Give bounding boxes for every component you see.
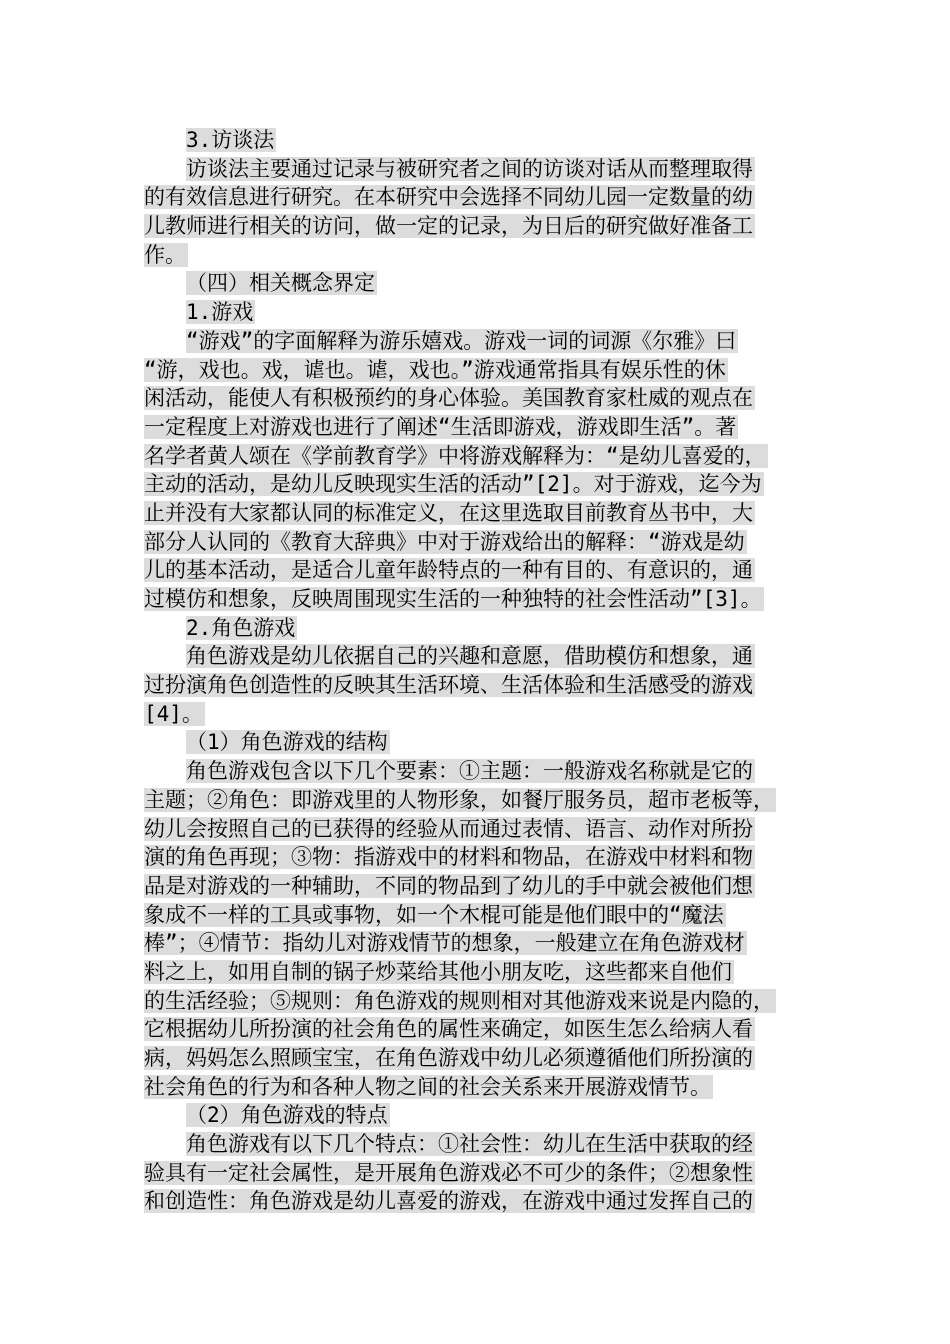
text-line-content: 幼儿会按照自己的已获得的经验从而通过表情、语言、动作对所扮 [144,816,753,841]
text-line-content: 和创造性：角色游戏是幼儿喜爱的游戏，在游戏中通过发挥自己的 [144,1189,753,1214]
text-line-content: （2）角色游戏的特点 [186,1103,388,1128]
text-line [144,1101,812,1130]
text-line [144,700,812,729]
text-line [144,1187,812,1216]
text-line-content: 儿的基本活动，是适合儿童年龄特点的一种有目的、有意识的，通 [144,558,753,583]
text-line-content: 料之上，如用自制的锅子炒菜给其他小朋友吃，这些都来自他们 [144,959,732,984]
text-line-content: [4]。 [144,701,203,726]
text-line-content: 角色游戏有以下几个特点：①社会性：幼儿在生活中获取的经 [186,1132,753,1157]
text-line-content: 作。 [144,242,186,267]
text-line [144,1015,812,1044]
text-line [144,872,812,901]
text-line-content: 儿教师进行相关的访问，做一定的记录，为日后的研究做好准备工 [144,214,753,239]
text-line [144,356,812,385]
text-line [144,212,812,241]
text-line [144,384,812,413]
text-line-content: 3.访谈法 [186,128,275,152]
text-line-content: 一定程度上对游戏也进行了阐述“生活即游戏，游戏即生活”。著 [144,414,737,439]
text-line-content: 棒”；④情节：指幼儿对游戏情节的想象，一般建立在角色游戏材 [144,931,745,956]
text-line-content: 名学者黄人颂在《学前教育学》中将游戏解释为：“是幼儿喜爱的， [144,443,766,468]
text-line [144,958,812,987]
text-line-content: 病，妈妈怎么照顾宝宝，在角色游戏中幼儿必须遵循他们所扮演的 [144,1046,753,1070]
text-line [144,929,812,958]
text-line-content: 1.游戏 [186,300,254,325]
text-line-content: 访谈法主要通过记录与被研究者之间的访谈对话从而整理取得 [186,156,753,181]
text-line [144,183,812,212]
text-line [144,126,812,155]
text-line-content: 它根据幼儿所扮演的社会角色的属性来确定，如医生怎么给病人看 [144,1017,753,1042]
text-line-content: 过模仿和想象，反映周围现实生活的一种独特的社会性活动”[3]。 [144,587,762,611]
text-line [144,843,812,872]
text-line-content: （四）相关概念界定 [186,271,375,296]
text-line [144,298,812,327]
text-line-content: “游戏”的字面解释为游乐嬉戏。游戏一词的词源《尔雅》曰 [186,328,737,353]
text-line-content: 演的角色再现；③物：指游戏中的材料和物品，在游戏中材料和物 [144,845,753,870]
text-line [144,556,812,585]
text-line [144,987,812,1016]
text-line [144,413,812,442]
text-line-content: 主题；②角色：即游戏里的人物形象，如餐厅服务员，超市老板等， [144,787,774,812]
text-line-content: 社会角色的行为和各种人物之间的社会关系来开展游戏情节。 [144,1074,711,1099]
text-line-content: 闲活动，能使人有积极预约的身心体验。美国教育家杜威的观点在 [144,386,753,411]
text-line [144,1130,812,1159]
text-line-content: 验具有一定社会属性，是开展角色游戏必不可少的条件；②想象性 [144,1160,753,1185]
text-line [144,815,812,844]
text-line [144,528,812,557]
text-line [144,241,812,270]
text-line [144,614,812,643]
text-line [144,442,812,471]
text-line [144,728,812,757]
text-line-content: 品是对游戏的一种辅助，不同的物品到了幼儿的手中就会被他们想 [144,873,753,898]
text-line [144,901,812,930]
text-line [144,786,812,815]
text-line [144,585,812,614]
text-line-content: （1）角色游戏的结构 [186,730,388,755]
text-line-content: “游，戏也。戏，谑也。谑，戏也。”游戏通常指具有娱乐性的休 [144,357,726,382]
text-line-content: 角色游戏包含以下几个要素：①主题：一般游戏名称就是它的 [186,759,753,784]
text-line [144,642,812,671]
text-line [144,327,812,356]
text-line [144,1159,812,1188]
text-line [144,1073,812,1102]
document-page [144,126,812,1216]
text-line [144,671,812,700]
text-line-content: 的有效信息进行研究。在本研究中会选择不同幼儿园一定数量的幼 [144,185,753,210]
text-line-content: 止并没有大家都认同的标准定义，在这里选取目前教育丛书中，大 [144,500,753,525]
text-line-content: 角色游戏是幼儿依据自己的兴趣和意愿，借助模仿和想象，通 [186,644,753,669]
text-line [144,155,812,184]
text-line-content: 过扮演角色创造性的反映其生活环境、生活体验和生活感受的游戏 [144,673,753,698]
text-line [144,470,812,499]
text-line-content: 象成不一样的工具或事物，如一个木棍可能是他们眼中的“魔法 [144,902,724,927]
text-line-content: 2.角色游戏 [186,615,296,640]
text-line [144,757,812,786]
text-line-content: 主动的活动，是幼儿反映现实生活的活动”[2]。对于游戏，迄今为 [144,472,762,497]
text-line-content: 部分人认同的《教育大辞典》中对于游戏给出的解释：“游戏是幼 [144,529,745,554]
text-line [144,499,812,528]
text-line [144,269,812,298]
text-line [144,1044,812,1073]
text-line-content: 的生活经验；⑤规则：角色游戏的规则相对其他游戏来说是内隐的， [144,988,774,1013]
